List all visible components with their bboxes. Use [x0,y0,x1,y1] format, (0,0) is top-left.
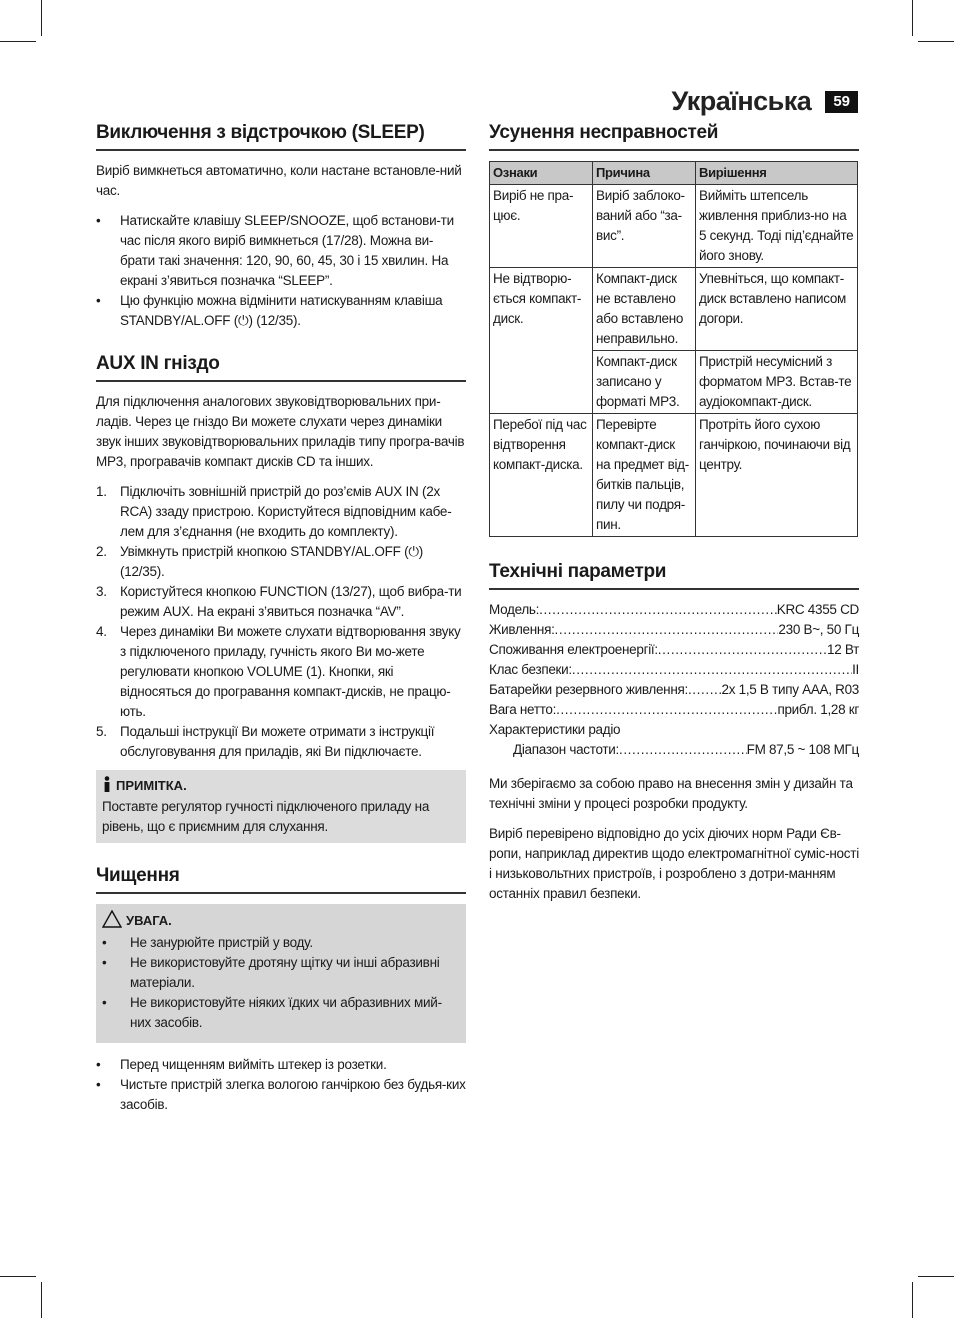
list-item: • Перед чищенням вийміть штекер із розетки. [96,1055,466,1075]
note-header [102,776,460,795]
spec-label: Живлення: [489,622,555,637]
spec-row [489,640,859,660]
cause-cell: Компакт-диск записано у форматі MP3. [593,351,696,414]
symptom-cell: Виріб не пра-цює. [490,185,593,268]
list-item: • Не занурюйте пристрій у воду. [102,933,460,953]
column-header: Причина [593,162,696,185]
step-text: Увімкнуть пристрій кнопкою STANDBY/AL.OFF (⏻) (12/35). [120,544,424,579]
cleaning-section [96,865,466,1115]
sleep-intro: Виріб вимкнеться автоматично, коли настане встановле-ний час. [96,163,462,198]
symptom-cell: Не відтворю-ється компакт-диск. [490,268,593,414]
warning-icon [102,910,122,931]
list-item: • Не використовуйте ніяких їдких чи абразивних мий-них засобів. [102,993,460,1033]
aux-heading: AUX IN гніздо [96,353,466,382]
page-number: 59 [825,91,858,113]
spec-row [489,620,859,640]
spec-label: Споживання електроенергії: [489,642,658,657]
spec-value: 2x 1,5 В типу AAA, R03 [721,682,859,697]
solution-cell: Пристрій несумісний з форматом MP3. Встав-те аудіокомпакт-диск. [696,351,858,414]
list-item [96,582,466,622]
aux-intro: Для підключення аналогових звуковідтворювальних при-ладів. Через це гніздо Ви можете слухати через динаміки звук інших звуковідтворювальних приладів типу програ-вачів MP3, програвачів компакт дисків CD та інших. [96,394,465,469]
note-box [96,770,466,843]
step-text: Користуйтеся кнопкою FUNCTION (13/27), щоб вибра-ти режим AUX. На екрані з’явиться позначка “AV”. [120,584,462,619]
spec-label: Батарейки резервного живлення: [489,682,688,697]
warning-list [102,933,460,1033]
left-column [96,122,466,1137]
cleaning-heading: Чищення [96,865,466,894]
spec-value: KRC 4355 CD [776,602,859,617]
crop-mark [918,41,954,42]
spec-value: II [852,662,859,677]
info-icon [102,776,112,795]
troubleshooting-table [489,161,858,537]
table-row [490,268,858,351]
crop-mark [41,1282,42,1318]
list-item: • Натискайте клавішу SLEEP/SNOOZE, щоб встанови-ти час після якого виріб вимкнеться (17/28). Можна ви-брати такі значення: 120, 90, 60, 45, 30 і 15 хвилин. На екрані з’явиться позначка “SLEEP”. [96,211,466,291]
cause-cell: Компакт-диск не вставлено або вставлено неправильно. [593,268,696,351]
crop-mark [912,1282,913,1318]
warning-label: УВАГА. [126,913,172,928]
spec-row [489,600,859,620]
step-text: Подальші інструкції Ви можете отримати з інструкції обслуговування для приладів, які Ви підключаєте. [120,724,435,759]
list-item: • Не використовуйте дротяну щітку чи інші абразивні матеріали. [102,953,460,993]
cause-cell: Виріб заблоко-ваний або “за-вис”. [593,185,696,268]
troubleshooting-section [489,122,859,537]
solution-cell: Протріть його сухою ганчіркою, починаючи від центру. [696,414,858,537]
spec-label: Діапазон частоти: [513,742,619,757]
note-text: Поставте регулятор гучності підключеного приладу на рівень, що є приємним для слухання. [102,799,430,834]
sleep-bullets [96,211,466,331]
aux-section [96,353,466,843]
spec-label: Вага нетто: [489,702,557,717]
crop-mark [912,0,913,36]
column-header: Вирішення [696,162,858,185]
crop-mark [918,1276,954,1277]
spec-value: прибл. 1,28 кг [777,702,859,717]
sleep-heading: Виключення з відстрочкою (SLEEP) [96,122,466,151]
list-item [96,622,466,722]
spec-row [489,660,859,680]
spec-value: FM 87,5 ~ 108 МГц [746,742,859,757]
step-number: 5. [96,724,107,739]
spec-row [489,700,859,720]
crop-mark [41,0,42,36]
crop-mark [0,41,36,42]
step-text: Підключіть зовнішній пристрій до роз’ємів AUX IN (2x RCA) ззаду пристрою. Користуйтеся відповідним кабе-лем для з’єднання (не входить до комплекту). [120,484,452,539]
specs-heading: Технічні параметри [489,561,859,590]
spec-row [489,680,859,700]
right-column [489,122,859,914]
language-title: Українська [671,86,812,116]
spec-row [489,740,859,760]
step-text: Через динаміки Ви можете слухати відтворювання звуку з підключеного приладу, гучність якого Ви мо-жете регулювати кнопкою VOLUME (1). Кнопки, які відносяться до програвання компакт-дисків, не працю-ють. [120,624,461,719]
symptom-cell: Перебої під час відтворення компакт-диска. [490,414,593,537]
spec-label: Клас безпеки: [489,662,572,677]
list-item [96,722,466,762]
spec-subheading [489,720,859,740]
solution-cell: Упевніться, що компакт-диск вставлено написом догори. [696,268,858,351]
list-item: • Чистьте пристрій злегка вологою ганчіркою без будья-ких засобів. [96,1075,466,1115]
troubleshooting-heading: Усунення несправностей [489,122,859,151]
spec-label: Характеристики радіо [489,722,621,737]
specs-paragraph: Ми зберігаємо за собою право на внесення змін у дизайн та технічні зміни у процесі розробки продукту. [489,776,853,811]
spec-value: 12 Вт [826,642,859,657]
table-row [490,185,858,268]
solution-cell: Вийміть штепсель живлення приблиз-но на 5 секунд. Тоді під’єднайте його знову. [696,185,858,268]
cause-cell: Перевірте компакт-диск на предмет від-битків пальців, пилу чи подря-пин. [593,414,696,537]
spec-value: 230 В~, 50 Гц [778,622,859,637]
list-item [96,542,466,582]
sleep-section [96,122,466,331]
list-item: • Цю функцію можна відмінити натискуванням клавіша STANDBY/AL.OFF (⏻) (12/35). [96,291,466,331]
spec-label: Модель: [489,602,540,617]
step-number: 4. [96,624,107,639]
specs-section [489,561,859,904]
table-row [490,414,858,537]
aux-steps [96,482,466,762]
column-header: Ознаки [490,162,593,185]
step-number: 2. [96,544,107,559]
page-header [671,86,858,117]
warning-header [102,910,460,931]
cleaning-bullets [96,1055,466,1115]
crop-mark [0,1276,36,1277]
step-number: 1. [96,484,107,499]
step-number: 3. [96,584,107,599]
table-header-row [490,162,858,185]
warning-box [96,904,466,1043]
note-label: ПРИМІТКА. [116,778,187,793]
specs-paragraph: Виріб перевірено відповідно до усіх діючих норм Ради Єв-ропи, наприклад директив щодо електромагнітної суміс-ності і низьковольтних пристроїв, і розроблено з дотри-манням останніх правил безпеки. [489,826,859,901]
list-item [96,482,466,542]
